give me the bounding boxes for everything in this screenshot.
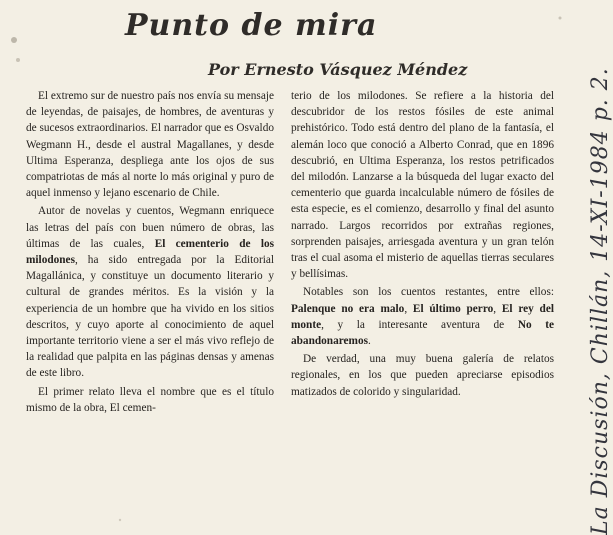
- text-run: , ha sido entregada por la Editorial Magallánica, y constituye un documento literario y cultural de grandes méritos. Es la visión y la experiencia de un hombre que ha vivido en los sitios descritos, y cuyo aporte al conocimiento de aquel importante territorio viene a ser el más vivo reflejo de la realidad que palpita en las páginas densas y amenas de este libro.: [26, 254, 274, 380]
- text-run: Autor de novelas y cuentos, Wegmann enriquece las letras del país con buen número de obras, las últimas de las cuales,: [26, 205, 274, 250]
- text-run: .: [368, 335, 371, 348]
- paragraph: terio de los milodones. Se refiere a la historia del descubridor de los restos fósiles de este animal prehistórico. Todo está dentro del plano de la fantasía, el alemán loco que conoció a Alberto Conrad, que en 1896 descubrió, en Ultima Esperanza, los restos petrificados del milodón. Lanzarse a la búsqueda del lugar exacto del cementerio que guarda incalculable número de fósiles de esta especie, es el comienzo, desarrollo y final del asunto narrado. Largos recorridos por extrañas regiones, sorprenden paisajes, arriesgada aventura y un gran telón tras el cual asoma el misterio de aquellas tierras seculares y bellísimas.: [291, 90, 554, 281]
- paragraph: [26, 203, 274, 381]
- handwritten-source-note: La Discusión, Chillán, 14-XI-1984 p. 2.: [588, 67, 613, 535]
- story-title: No te abandonaremos: [291, 318, 554, 348]
- paragraph: [291, 284, 554, 349]
- text-run: Notables son los cuentos restantes, entre ellos:: [303, 286, 554, 299]
- text-run: , y la interesante aventura de: [321, 318, 505, 331]
- story-title: El último perro: [412, 302, 494, 315]
- paragraph: De verdad, una muy buena galería de relatos regionales, en los que pueden apreciarse episodios matizados de colorido y singularidad.: [291, 353, 554, 398]
- article-title: Punto de mira: [125, 8, 378, 43]
- article-byline: Por Ernesto Vásquez Méndez: [208, 60, 468, 79]
- story-title: Palenque no era malo: [291, 302, 405, 315]
- text-run: ,: [404, 302, 408, 315]
- text-run: ,: [493, 302, 497, 315]
- paragraph: El primer relato lleva el nombre que es el título mismo de la obra, El cemen-: [26, 385, 274, 414]
- story-title: El rey del monte: [291, 302, 554, 331]
- book-title: El cementerio de los milodones: [26, 237, 275, 267]
- article-column-right: [291, 88, 554, 402]
- article-column-left: [26, 88, 274, 418]
- paragraph: El extremo sur de nuestro país nos envía su mensaje de leyendas, de paisajes, de hombres, de aventuras y de sucesos extraordinarios. El narrador que es Osvaldo Wegmann H., desde el austral Magallanes, y desde Ultima Esperanza, despliega ante los ojos de sus compatriotas de más al norte lo más original y puro de aquel inmenso y lejano escenario de Chile.: [26, 90, 274, 200]
